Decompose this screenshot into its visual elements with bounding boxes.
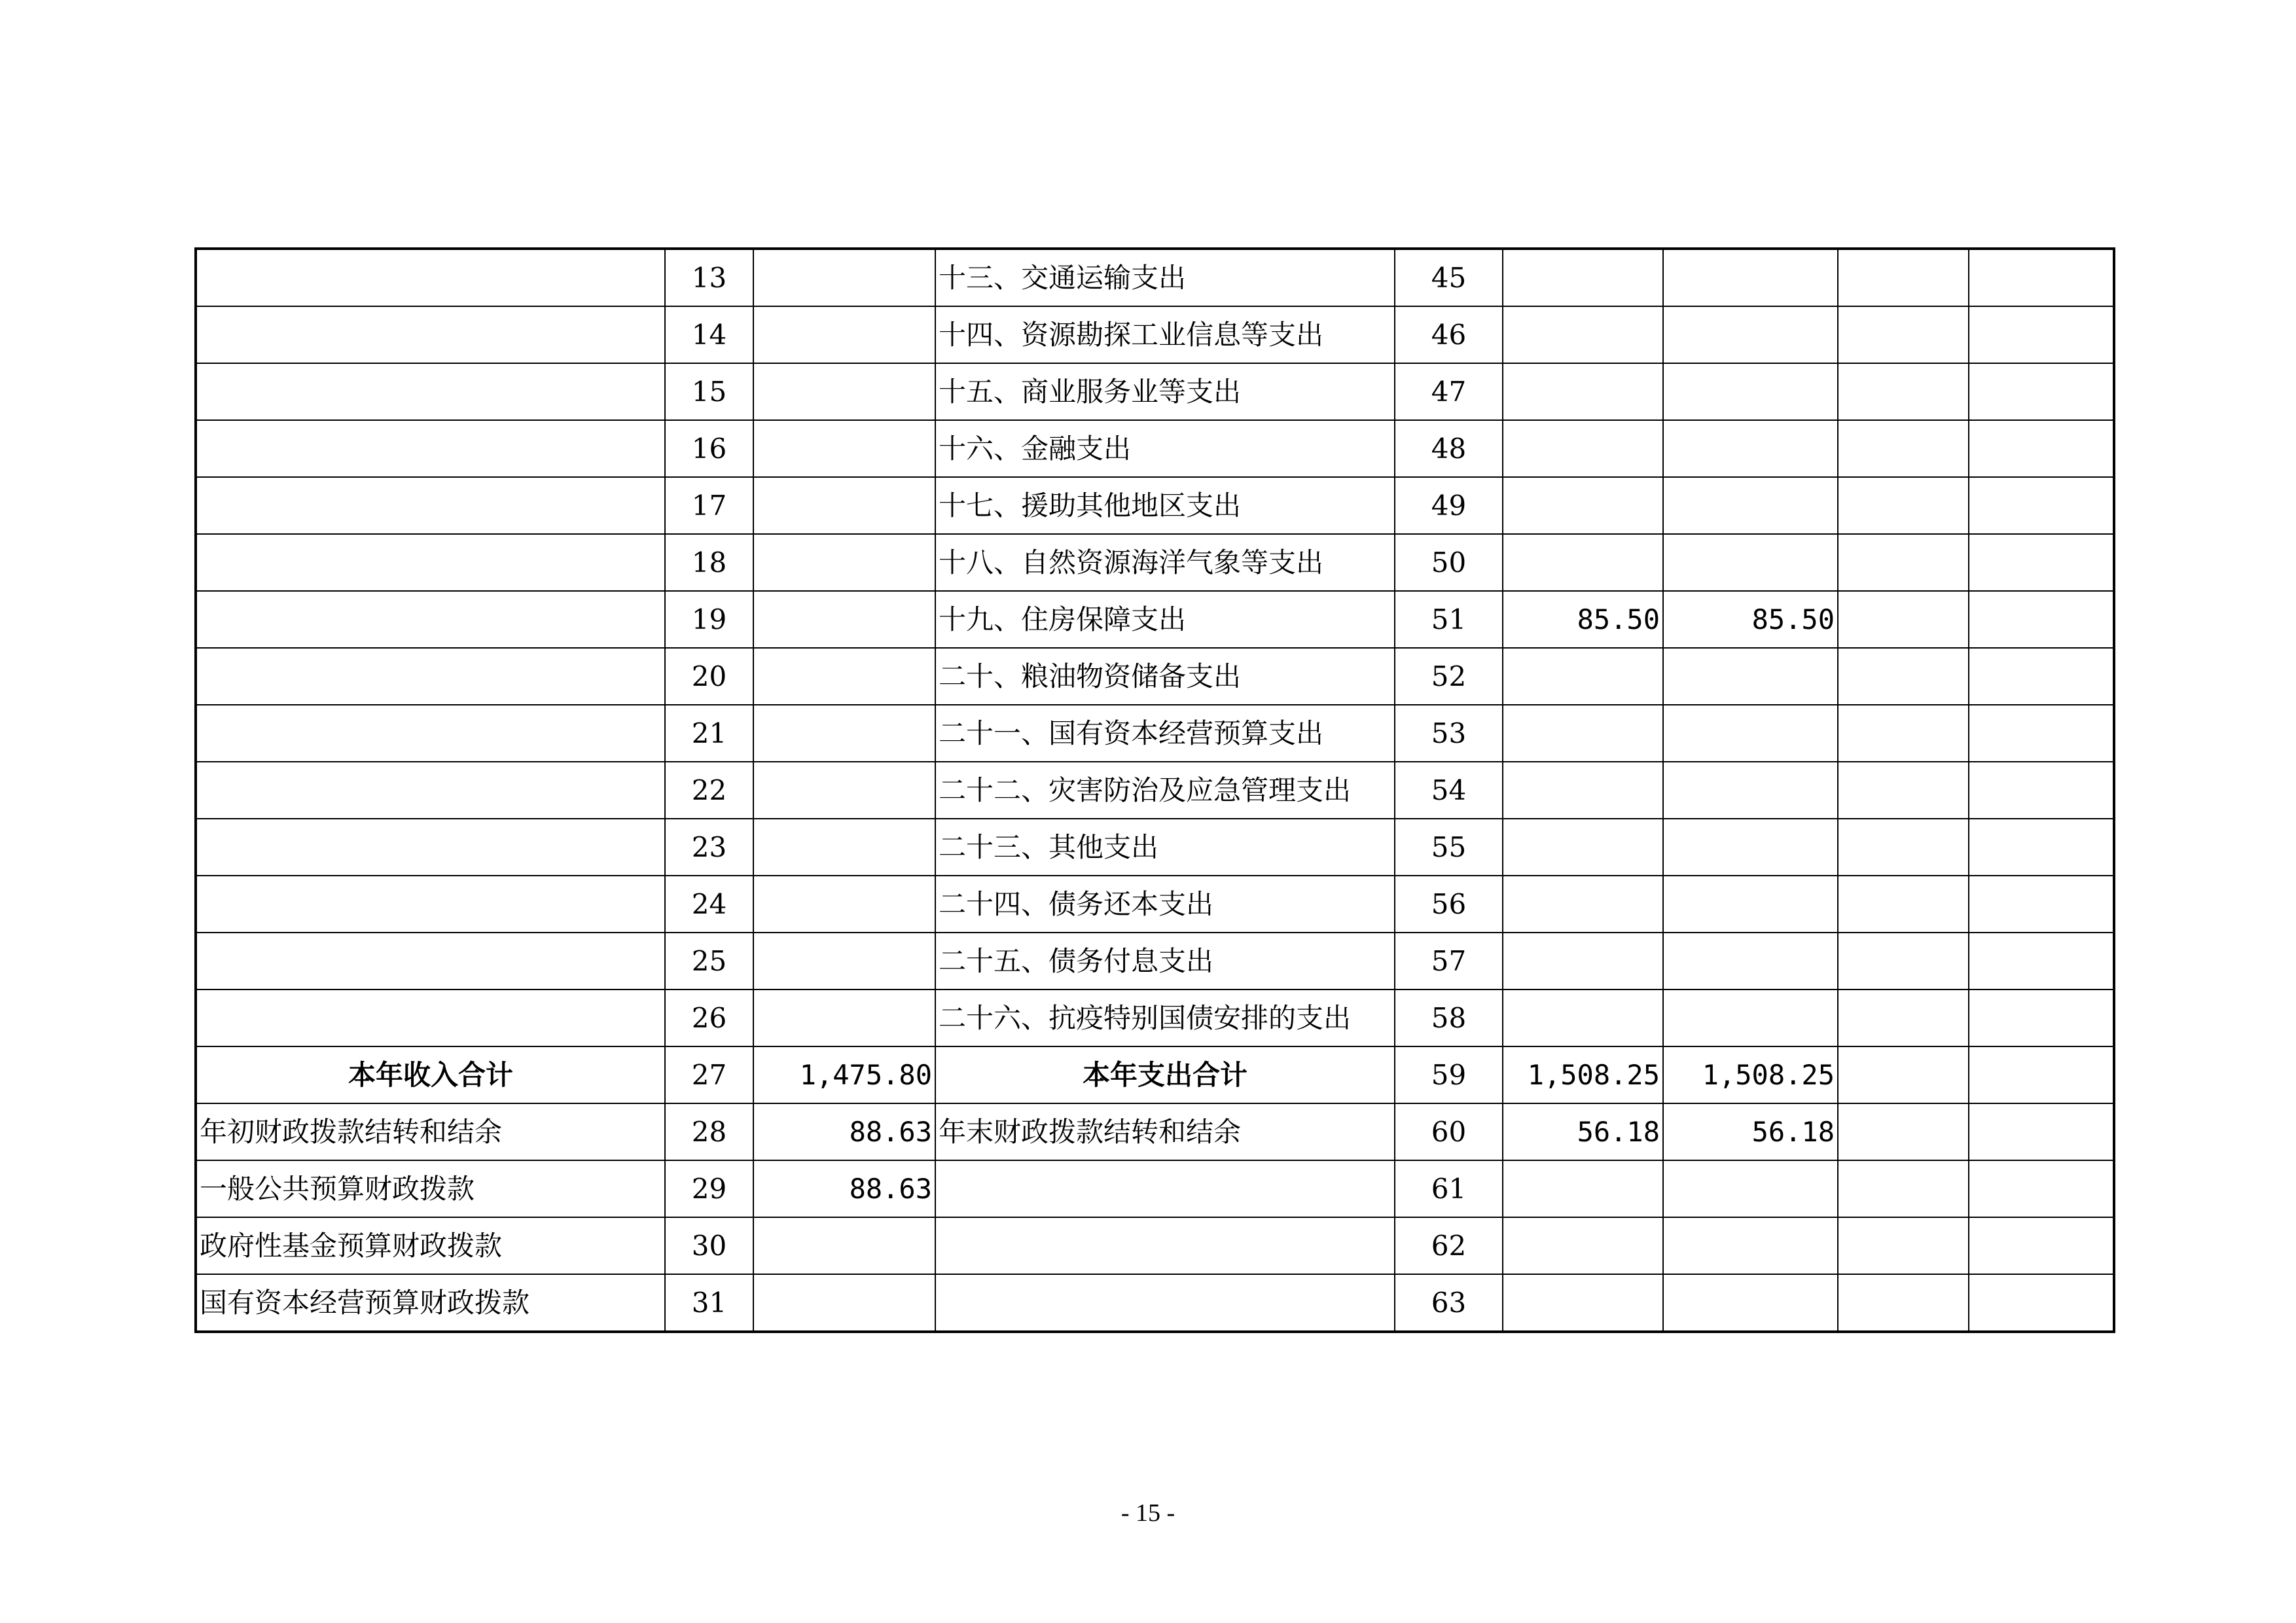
income-item-cell: 本年收入合计 — [196, 1046, 665, 1103]
income-line-number-cell: 22 — [665, 762, 753, 819]
income-item-cell — [196, 990, 665, 1046]
expenditure-line-number-cell: 47 — [1395, 363, 1503, 420]
general-budget-amount-cell: 56.18 — [1663, 1103, 1838, 1160]
expenditure-item-cell: 二十三、其他支出 — [935, 819, 1395, 876]
expenditure-item-cell: 十六、金融支出 — [935, 420, 1395, 477]
expenditure-item-cell: 十四、资源勘探工业信息等支出 — [935, 306, 1395, 363]
income-item-cell — [196, 762, 665, 819]
state-capital-amount-cell — [1969, 762, 2114, 819]
fund-budget-amount-cell — [1838, 819, 1969, 876]
table-row — [196, 1103, 2114, 1160]
state-capital-amount-cell — [1969, 819, 2114, 876]
fund-budget-amount-cell — [1838, 705, 1969, 762]
state-capital-amount-cell — [1969, 1103, 2114, 1160]
income-amount-cell — [753, 420, 935, 477]
income-line-number-cell: 30 — [665, 1217, 753, 1274]
income-line-number-cell: 31 — [665, 1274, 753, 1332]
expenditure-item-cell: 二十五、债务付息支出 — [935, 933, 1395, 990]
expenditure-item-cell: 十五、商业服务业等支出 — [935, 363, 1395, 420]
expenditure-item-cell: 本年支出合计 — [935, 1046, 1395, 1103]
table-body — [196, 249, 2114, 1332]
fund-budget-amount-cell — [1838, 648, 1969, 705]
fund-budget-amount-cell — [1838, 762, 1969, 819]
expenditure-total-cell — [1503, 477, 1663, 534]
general-budget-amount-cell — [1663, 1160, 1838, 1217]
expenditure-item-cell — [935, 1274, 1395, 1332]
expenditure-item-cell: 十八、自然资源海洋气象等支出 — [935, 534, 1395, 591]
expenditure-line-number-cell: 45 — [1395, 249, 1503, 306]
income-item-cell — [196, 420, 665, 477]
expenditure-line-number-cell: 60 — [1395, 1103, 1503, 1160]
page-number: - 15 - — [1121, 1499, 1175, 1527]
state-capital-amount-cell — [1969, 990, 2114, 1046]
fund-budget-amount-cell — [1838, 534, 1969, 591]
income-line-number-cell: 24 — [665, 876, 753, 933]
expenditure-total-cell — [1503, 876, 1663, 933]
table-row — [196, 1160, 2114, 1217]
expenditure-line-number-cell: 61 — [1395, 1160, 1503, 1217]
income-amount-cell: 1,475.80 — [753, 1046, 935, 1103]
general-budget-amount-cell — [1663, 990, 1838, 1046]
expenditure-total-cell — [1503, 933, 1663, 990]
state-capital-amount-cell — [1969, 648, 2114, 705]
income-item-cell: 年初财政拨款结转和结余 — [196, 1103, 665, 1160]
income-amount-cell — [753, 363, 935, 420]
fund-budget-amount-cell — [1838, 1274, 1969, 1332]
expenditure-line-number-cell: 46 — [1395, 306, 1503, 363]
fund-budget-amount-cell — [1838, 249, 1969, 306]
fund-budget-amount-cell — [1838, 876, 1969, 933]
income-line-number-cell: 17 — [665, 477, 753, 534]
expenditure-total-cell — [1503, 648, 1663, 705]
expenditure-item-cell: 十七、援助其他地区支出 — [935, 477, 1395, 534]
income-item-cell — [196, 591, 665, 648]
state-capital-amount-cell — [1969, 249, 2114, 306]
state-capital-amount-cell — [1969, 477, 2114, 534]
fund-budget-amount-cell — [1838, 1103, 1969, 1160]
general-budget-amount-cell — [1663, 249, 1838, 306]
expenditure-line-number-cell: 50 — [1395, 534, 1503, 591]
fund-budget-amount-cell — [1838, 990, 1969, 1046]
table-row — [196, 819, 2114, 876]
table-row — [196, 534, 2114, 591]
income-amount-cell: 88.63 — [753, 1160, 935, 1217]
fund-budget-amount-cell — [1838, 1217, 1969, 1274]
expenditure-total-cell — [1503, 1160, 1663, 1217]
expenditure-line-number-cell: 52 — [1395, 648, 1503, 705]
income-amount-cell — [753, 819, 935, 876]
expenditure-total-cell — [1503, 306, 1663, 363]
income-item-cell — [196, 648, 665, 705]
table-row — [196, 363, 2114, 420]
income-line-number-cell: 18 — [665, 534, 753, 591]
income-line-number-cell: 19 — [665, 591, 753, 648]
income-item-cell — [196, 819, 665, 876]
state-capital-amount-cell — [1969, 1046, 2114, 1103]
expenditure-line-number-cell: 53 — [1395, 705, 1503, 762]
income-item-cell — [196, 876, 665, 933]
income-line-number-cell: 16 — [665, 420, 753, 477]
income-amount-cell — [753, 762, 935, 819]
income-line-number-cell: 13 — [665, 249, 753, 306]
expenditure-total-cell — [1503, 420, 1663, 477]
expenditure-item-cell: 二十四、债务还本支出 — [935, 876, 1395, 933]
state-capital-amount-cell — [1969, 591, 2114, 648]
expenditure-line-number-cell: 58 — [1395, 990, 1503, 1046]
fund-budget-amount-cell — [1838, 420, 1969, 477]
expenditure-item-cell — [935, 1160, 1395, 1217]
table-row — [196, 990, 2114, 1046]
table-row — [196, 477, 2114, 534]
expenditure-total-cell — [1503, 1217, 1663, 1274]
income-line-number-cell: 29 — [665, 1160, 753, 1217]
state-capital-amount-cell — [1969, 534, 2114, 591]
expenditure-line-number-cell: 59 — [1395, 1046, 1503, 1103]
income-amount-cell — [753, 306, 935, 363]
income-amount-cell — [753, 249, 935, 306]
table-row — [196, 420, 2114, 477]
expenditure-total-cell — [1503, 762, 1663, 819]
expenditure-item-cell: 年末财政拨款结转和结余 — [935, 1103, 1395, 1160]
general-budget-amount-cell — [1663, 363, 1838, 420]
income-line-number-cell: 28 — [665, 1103, 753, 1160]
table-row — [196, 249, 2114, 306]
state-capital-amount-cell — [1969, 933, 2114, 990]
expenditure-item-cell: 十九、住房保障支出 — [935, 591, 1395, 648]
fund-budget-amount-cell — [1838, 306, 1969, 363]
expenditure-line-number-cell: 62 — [1395, 1217, 1503, 1274]
income-amount-cell — [753, 933, 935, 990]
expenditure-item-cell — [935, 1217, 1395, 1274]
expenditure-total-cell: 56.18 — [1503, 1103, 1663, 1160]
fund-budget-amount-cell — [1838, 591, 1969, 648]
state-capital-amount-cell — [1969, 1217, 2114, 1274]
income-line-number-cell: 23 — [665, 819, 753, 876]
table-row — [196, 705, 2114, 762]
general-budget-amount-cell — [1663, 933, 1838, 990]
expenditure-total-cell — [1503, 819, 1663, 876]
fund-budget-amount-cell — [1838, 933, 1969, 990]
income-item-cell — [196, 477, 665, 534]
income-line-number-cell: 26 — [665, 990, 753, 1046]
income-amount-cell — [753, 705, 935, 762]
income-line-number-cell: 15 — [665, 363, 753, 420]
expenditure-total-cell: 1,508.25 — [1503, 1046, 1663, 1103]
table-row — [196, 1046, 2114, 1103]
income-item-cell — [196, 705, 665, 762]
general-budget-amount-cell: 85.50 — [1663, 591, 1838, 648]
state-capital-amount-cell — [1969, 1274, 2114, 1332]
income-item-cell — [196, 249, 665, 306]
expenditure-total-cell — [1503, 249, 1663, 306]
general-budget-amount-cell — [1663, 1274, 1838, 1332]
general-budget-amount-cell — [1663, 420, 1838, 477]
expenditure-line-number-cell: 51 — [1395, 591, 1503, 648]
expenditure-line-number-cell: 57 — [1395, 933, 1503, 990]
income-line-number-cell: 27 — [665, 1046, 753, 1103]
expenditure-line-number-cell: 56 — [1395, 876, 1503, 933]
income-line-number-cell: 20 — [665, 648, 753, 705]
expenditure-total-cell — [1503, 534, 1663, 591]
state-capital-amount-cell — [1969, 705, 2114, 762]
income-amount-cell: 88.63 — [753, 1103, 935, 1160]
general-budget-amount-cell: 1,508.25 — [1663, 1046, 1838, 1103]
general-budget-amount-cell — [1663, 1217, 1838, 1274]
state-capital-amount-cell — [1969, 1160, 2114, 1217]
income-amount-cell — [753, 477, 935, 534]
income-amount-cell — [753, 591, 935, 648]
income-amount-cell — [753, 1217, 935, 1274]
income-line-number-cell: 21 — [665, 705, 753, 762]
general-budget-amount-cell — [1663, 819, 1838, 876]
income-item-cell — [196, 363, 665, 420]
income-item-cell: 国有资本经营预算财政拨款 — [196, 1274, 665, 1332]
expenditure-total-cell: 85.50 — [1503, 591, 1663, 648]
income-amount-cell — [753, 534, 935, 591]
expenditure-line-number-cell: 49 — [1395, 477, 1503, 534]
income-item-cell: 一般公共预算财政拨款 — [196, 1160, 665, 1217]
general-budget-amount-cell — [1663, 705, 1838, 762]
state-capital-amount-cell — [1969, 306, 2114, 363]
expenditure-total-cell — [1503, 363, 1663, 420]
table-row — [196, 762, 2114, 819]
expenditure-total-cell — [1503, 1274, 1663, 1332]
table-row — [196, 648, 2114, 705]
table-row — [196, 591, 2114, 648]
expenditure-total-cell — [1503, 990, 1663, 1046]
income-item-cell: 政府性基金预算财政拨款 — [196, 1217, 665, 1274]
income-item-cell — [196, 534, 665, 591]
state-capital-amount-cell — [1969, 876, 2114, 933]
table-row — [196, 1274, 2114, 1332]
income-amount-cell — [753, 1274, 935, 1332]
table-row — [196, 1217, 2114, 1274]
general-budget-amount-cell — [1663, 648, 1838, 705]
expenditure-line-number-cell: 48 — [1395, 420, 1503, 477]
income-item-cell — [196, 306, 665, 363]
general-budget-amount-cell — [1663, 306, 1838, 363]
table-row — [196, 876, 2114, 933]
fund-budget-amount-cell — [1838, 1160, 1969, 1217]
general-budget-amount-cell — [1663, 477, 1838, 534]
general-budget-amount-cell — [1663, 876, 1838, 933]
table-row — [196, 933, 2114, 990]
table-row — [196, 306, 2114, 363]
expenditure-item-cell: 二十、粮油物资储备支出 — [935, 648, 1395, 705]
general-budget-amount-cell — [1663, 534, 1838, 591]
fund-budget-amount-cell — [1838, 477, 1969, 534]
income-amount-cell — [753, 990, 935, 1046]
state-capital-amount-cell — [1969, 420, 2114, 477]
expenditure-item-cell: 二十二、灾害防治及应急管理支出 — [935, 762, 1395, 819]
fiscal-budget-table — [194, 247, 2115, 1333]
fund-budget-amount-cell — [1838, 1046, 1969, 1103]
income-item-cell — [196, 933, 665, 990]
income-line-number-cell: 25 — [665, 933, 753, 990]
expenditure-line-number-cell: 54 — [1395, 762, 1503, 819]
expenditure-total-cell — [1503, 705, 1663, 762]
state-capital-amount-cell — [1969, 363, 2114, 420]
expenditure-item-cell: 十三、交通运输支出 — [935, 249, 1395, 306]
general-budget-amount-cell — [1663, 762, 1838, 819]
fund-budget-amount-cell — [1838, 363, 1969, 420]
income-line-number-cell: 14 — [665, 306, 753, 363]
expenditure-item-cell: 二十一、国有资本经营预算支出 — [935, 705, 1395, 762]
expenditure-line-number-cell: 55 — [1395, 819, 1503, 876]
expenditure-line-number-cell: 63 — [1395, 1274, 1503, 1332]
expenditure-item-cell: 二十六、抗疫特别国债安排的支出 — [935, 990, 1395, 1046]
income-amount-cell — [753, 648, 935, 705]
income-amount-cell — [753, 876, 935, 933]
